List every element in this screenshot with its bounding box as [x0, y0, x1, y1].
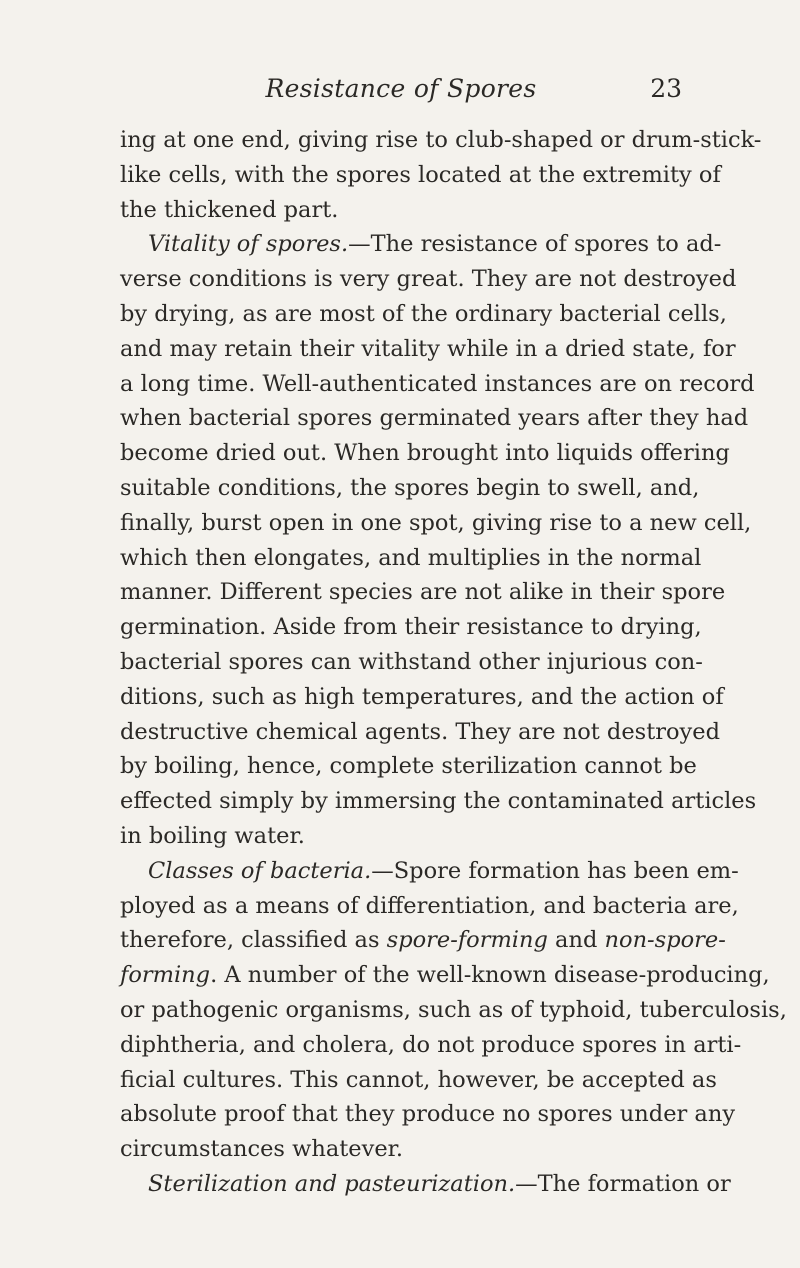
- text-line: [120, 1097, 736, 1132]
- text-line: [120, 506, 752, 541]
- italic-text-segment: Sterilization and pasteurization.: [148, 1170, 516, 1197]
- text-segment: bacterial spores can withstand other injurious con-: [120, 648, 703, 675]
- italic-text-segment: non-spore-: [604, 927, 726, 954]
- text-line: [120, 680, 724, 715]
- text-segment: the thickened part.: [120, 196, 339, 223]
- italic-text-segment: spore-forming: [386, 927, 548, 954]
- text-segment: verse conditions is very great. They are not destroyed: [120, 266, 737, 293]
- text-segment: . A number of the well-known disease-producing,: [210, 962, 770, 989]
- text-segment: ing at one end, giving rise to club-shaped or drum-stick-: [120, 127, 762, 153]
- text-segment: ditions, such as high temperatures, and the action of: [120, 683, 724, 710]
- text-segment: which then elongates, and multiplies in the normal: [120, 544, 702, 571]
- text-segment: or pathogenic organisms, such as of typhoid, tuberculosis,: [120, 996, 787, 1023]
- text-segment: a long time. Well-authenticated instances are on record: [120, 370, 755, 397]
- text-segment: manner. Different species are not alike in their spore: [120, 579, 726, 606]
- text-line: [120, 889, 739, 924]
- text-line: [120, 436, 730, 471]
- text-segment: and may retain their vitality while in a dried state, for: [120, 335, 736, 362]
- text-line: [120, 749, 697, 784]
- italic-text-segment: forming: [120, 962, 211, 989]
- page-number: 23: [650, 74, 682, 103]
- running-head-title: Resistance of Spores: [265, 74, 537, 103]
- text-segment: effected simply by immersing the contaminated articles: [120, 788, 757, 815]
- text-line: [120, 297, 727, 332]
- text-segment: finally, burst open in one spot, giving rise to a new cell,: [120, 509, 752, 536]
- text-line: [120, 367, 755, 402]
- text-line: [120, 401, 749, 436]
- text-segment: by boiling, hence, complete sterilization cannot be: [120, 753, 697, 780]
- text-segment: and: [547, 927, 605, 954]
- text-line: [120, 471, 700, 506]
- text-line: [120, 610, 702, 645]
- text-segment: —Spore formation has been em-: [371, 857, 739, 884]
- text-segment: ficial cultures. This cannot, however, be accepted as: [120, 1066, 717, 1093]
- text-line: [120, 923, 726, 958]
- text-segment: by drying, as are most of the ordinary bacterial cells,: [120, 300, 727, 327]
- text-line: [120, 193, 682, 228]
- text-line: [120, 645, 703, 680]
- text-line: [120, 541, 702, 576]
- text-segment: become dried out. When brought into liquids offering: [120, 440, 730, 467]
- italic-text-segment: Classes of bacteria.: [148, 857, 372, 884]
- text-segment: germination. Aside from their resistance to drying,: [120, 614, 702, 641]
- text-segment: destructive chemical agents. They are not destroyed: [120, 718, 720, 745]
- text-segment: when bacterial spores germinated years after they had: [120, 405, 749, 432]
- text-line: [120, 1167, 731, 1202]
- text-segment: circumstances whatever.: [120, 1136, 404, 1163]
- text-segment: absolute proof that they produce no spores under any: [120, 1101, 736, 1128]
- text-segment: in boiling water.: [120, 822, 305, 849]
- text-line: [120, 123, 762, 158]
- text-line: [120, 1132, 682, 1167]
- text-segment: —The formation or: [515, 1170, 731, 1197]
- text-line: [120, 819, 682, 854]
- text-line: [120, 227, 722, 262]
- text-segment: like cells, with the spores located at the extremity of: [120, 161, 721, 188]
- text-line: [120, 262, 737, 297]
- text-line: [120, 1028, 742, 1063]
- text-segment: suitable conditions, the spores begin to swell, and,: [120, 474, 700, 501]
- text-segment: —The resistance of spores to ad-: [348, 231, 722, 258]
- text-line: [120, 1063, 717, 1098]
- text-line: [120, 854, 739, 889]
- text-segment: ployed as a means of differentiation, and bacteria are,: [120, 892, 739, 919]
- running-head: [120, 72, 682, 112]
- text-line: [120, 993, 787, 1028]
- body-text: [120, 123, 787, 1202]
- text-line: [120, 158, 721, 193]
- text-segment: diphtheria, and cholera, do not produce spores in arti-: [120, 1031, 742, 1058]
- text-line: [120, 958, 770, 993]
- text-line: [120, 784, 757, 819]
- text-line: [120, 332, 736, 367]
- italic-text-segment: Vitality of spores.: [148, 231, 349, 258]
- text-segment: therefore, classified as: [120, 927, 387, 954]
- text-line: [120, 575, 726, 610]
- text-line: [120, 715, 720, 750]
